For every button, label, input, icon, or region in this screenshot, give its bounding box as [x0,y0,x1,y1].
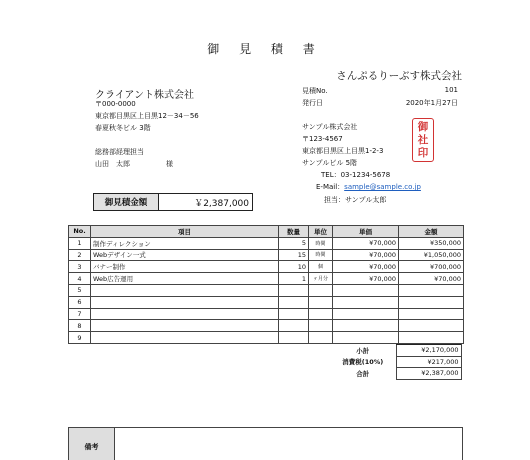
issuer-postal: 〒123-4567 [302,135,343,143]
subtotal-label: 小計 [356,346,370,355]
row-amount: ¥70,000 [399,273,464,285]
row-price [333,320,399,332]
header-unit: 単位 [309,226,333,238]
issue-date-label: 発行日 [302,99,323,107]
issuer-company-heading: さんぷるりーぶす株式会社 [336,70,462,82]
row-unit: 個 [309,261,333,273]
row-amount: ¥1,050,000 [399,249,464,261]
totals-table [270,344,462,380]
seal-char: 印 [417,146,429,159]
row-item [91,332,279,344]
row-no: 2 [69,249,91,261]
issue-date-value: 2020年1月27日 [405,99,458,107]
table-row [69,237,464,249]
issuer-address-2: サンプルビル 5階 [302,159,358,167]
client-honorific: 様 [166,160,173,168]
seal-char: 社 [417,133,429,146]
company-seal-stamp [412,118,434,162]
estimate-amount-label: 御見積金額 [94,194,159,210]
row-no: 7 [69,308,91,320]
tax-row [270,356,461,368]
row-unit: 時間 [309,237,333,249]
row-qty: 5 [279,237,309,249]
issuer-tel: TEL：03-1234-5678 [321,171,391,179]
client-postal: 〒000-0000 [95,100,136,108]
items-table [68,225,464,344]
row-item [91,320,279,332]
client-department: 総務部経理担当 [95,148,144,156]
row-qty: 15 [279,249,309,261]
client-address-2: 春夏秋冬ビル 3階 [95,124,151,132]
table-row [69,332,464,344]
row-item [91,308,279,320]
header-qty: 数量 [279,226,309,238]
row-price [333,308,399,320]
document-title: 御 見 積 書 [207,42,323,56]
row-qty [279,284,309,296]
estimate-no-value: 101 [444,86,458,94]
row-amount [399,284,464,296]
row-amount [399,320,464,332]
estimate-no-label: 見積No. [302,87,328,95]
subtotal-row [270,345,461,357]
row-qty [279,308,309,320]
row-unit [309,308,333,320]
row-item [91,296,279,308]
issuer-representative: 担当：サンプル太郎 [324,196,387,204]
estimate-amount-box [93,193,253,211]
row-qty [279,320,309,332]
tax-label: 消費税(10%) [342,358,384,367]
row-price [333,296,399,308]
total-label: 合計 [356,369,370,378]
table-row [69,320,464,332]
estimate-amount-value: ￥2,387,000 [194,198,249,209]
row-no: 4 [69,273,91,285]
table-row [69,273,464,285]
row-unit: 時間 [309,249,333,261]
seal-char: 御 [417,120,429,133]
issuer-email-label: E-Mail： [316,183,345,191]
items-header-row [69,226,464,238]
row-amount: ¥350,000 [399,237,464,249]
row-price: ¥70,000 [333,261,399,273]
client-person: 山田 太郎 [95,160,130,168]
row-item [91,284,279,296]
row-amount: ¥700,000 [399,261,464,273]
row-qty [279,296,309,308]
row-price: ¥70,000 [333,273,399,285]
total-value: ¥2,387,000 [396,368,461,380]
row-amount [399,296,464,308]
row-unit: ヶ月分 [309,273,333,285]
subtotal-value: ¥2,170,000 [396,345,461,357]
client-address-1: 東京都目黒区上目黒12－34－56 [95,112,199,120]
row-no: 8 [69,320,91,332]
table-row [69,308,464,320]
table-row [69,296,464,308]
row-unit [309,296,333,308]
row-price: ¥70,000 [333,237,399,249]
tax-value: ¥217,000 [396,356,461,368]
row-price: ¥70,000 [333,249,399,261]
issuer-company: サンプル株式会社 [302,123,358,131]
row-amount [399,308,464,320]
issuer-email-row [316,182,421,192]
row-unit [309,320,333,332]
row-qty: 1 [279,273,309,285]
row-no: 9 [69,332,91,344]
row-no: 3 [69,261,91,273]
row-price [333,332,399,344]
row-item: バナー制作 [91,261,279,273]
row-amount [399,332,464,344]
row-item: 制作ディレクション [91,237,279,249]
issuer-email-link[interactable]: sample@sample.co.jp [344,183,421,191]
header-price: 単価 [333,226,399,238]
row-unit [309,284,333,296]
row-qty [279,332,309,344]
row-price [333,284,399,296]
remarks-label: 備考 [69,428,115,460]
remarks-box [68,427,463,460]
row-no: 6 [69,296,91,308]
row-no: 1 [69,237,91,249]
row-item: Webデザイン一式 [91,249,279,261]
table-row [69,261,464,273]
header-item: 項目 [91,226,279,238]
total-row [270,368,461,380]
header-amount: 金額 [399,226,464,238]
row-no: 5 [69,284,91,296]
client-name: クライアント株式会社 [95,90,194,101]
table-row [69,284,464,296]
row-qty: 10 [279,261,309,273]
remarks-content [115,428,462,460]
header-no: No. [69,226,91,238]
row-unit [309,332,333,344]
row-item: Web広告運用 [91,273,279,285]
table-row [69,249,464,261]
issuer-address-1: 東京都目黒区上目黒1-2-3 [302,147,384,155]
